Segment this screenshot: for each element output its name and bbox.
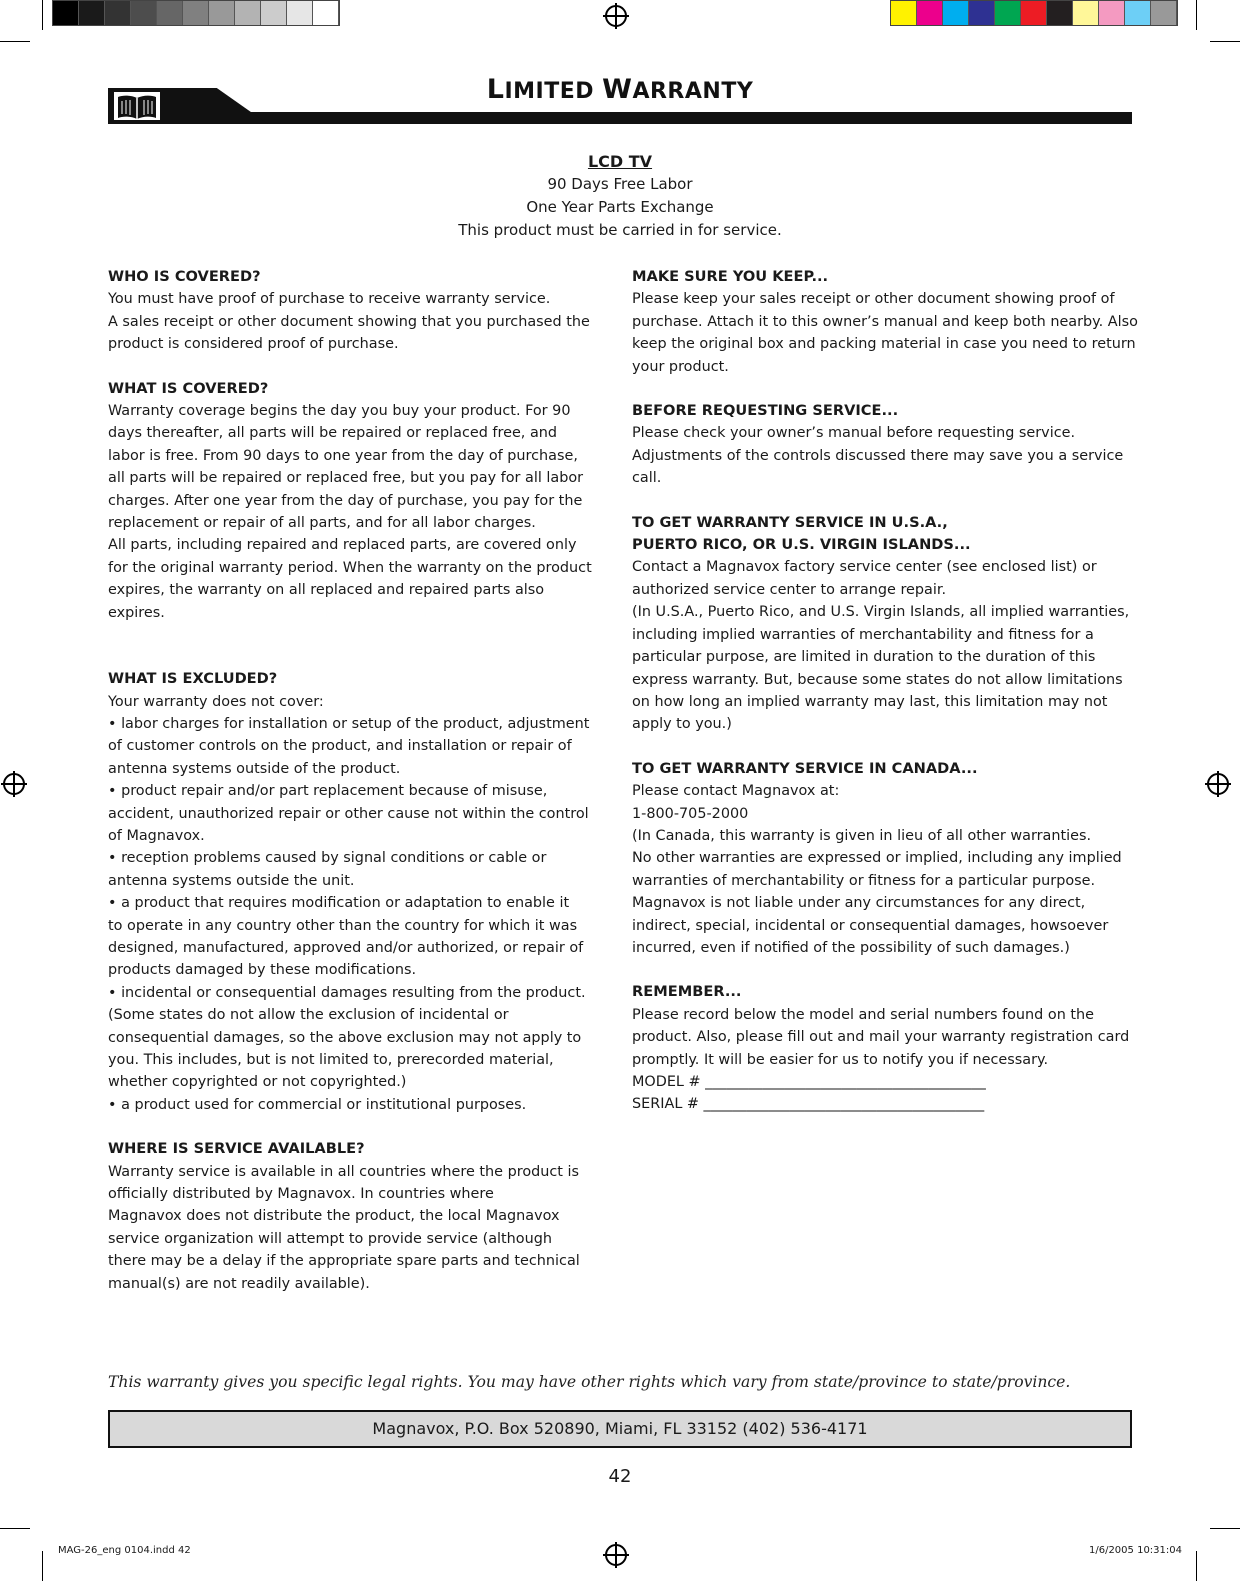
section-before-service (632, 400, 1140, 490)
product-name: LCD TV (587, 152, 653, 171)
section-heading: TO GET WARRANTY SERVICE IN CANADA... (632, 759, 978, 777)
calibration-swatch (235, 1, 261, 25)
registration-mark-icon (1207, 773, 1229, 795)
section-remember (632, 981, 1140, 1115)
section-body: Warranty service is available in all countries where the product is officially distributed by Magnavox. In countries where Magnavox does not distribute the product, the local Magnavox service organization will attempt to provide service (although there may be a delay if the appropriate spare parts and technical manual(s) are not readily available). (108, 1163, 580, 1292)
section-heading: REMEMBER... (632, 983, 742, 1001)
page-header (108, 70, 1132, 126)
calibration-swatch (209, 1, 235, 25)
calibration-swatch (1021, 1, 1047, 25)
section-heading: WHAT IS COVERED? (108, 379, 269, 397)
section-body: Please keep your sales receipt or other document showing proof of purchase. Attach it to this owner’s manual and keep both nearby. Also keep the original box and packing material in case you need to return your product. (632, 291, 1138, 375)
crop-mark (42, 1551, 43, 1581)
crop-mark (1196, 1551, 1197, 1581)
calibration-swatch (1073, 1, 1099, 25)
warranty-summary (108, 150, 1132, 242)
section-body: You must have proof of purchase to receive warranty service. A sales receipt or other document showing that you purchased the product is considered proof of purchase. (108, 291, 590, 353)
page-title: LIMITED WARRANTY (486, 74, 754, 105)
calibration-swatch (261, 1, 287, 25)
calibration-swatch (313, 1, 339, 25)
color-calibration-bar (890, 0, 1178, 26)
section-usa-service (632, 512, 1140, 736)
left-column (108, 266, 594, 1317)
summary-line: This product must be carried in for service. (458, 221, 782, 239)
calibration-swatch (891, 1, 917, 25)
crop-mark (1196, 0, 1197, 30)
calibration-swatch (183, 1, 209, 25)
calibration-swatch (79, 1, 105, 25)
section-body: Please check your owner’s manual before requesting service. Adjustments of the controls discussed there may save you a service call. (632, 425, 1124, 487)
calibration-swatch (1125, 1, 1151, 25)
calibration-swatch (943, 1, 969, 25)
crop-mark (1210, 1528, 1240, 1529)
registration-mark-icon (605, 1544, 627, 1566)
registration-mark-icon (3, 773, 25, 795)
address-box: Magnavox, P.O. Box 520890, Miami, FL 33152 (402) 536-4171 (108, 1410, 1132, 1448)
calibration-swatch (1099, 1, 1125, 25)
registration-mark-icon (605, 5, 627, 27)
section-who-covered (108, 266, 594, 356)
calibration-swatch (969, 1, 995, 25)
calibration-swatch (287, 1, 313, 25)
section-body: Contact a Magnavox factory service center (see enclosed list) or authorized service center to arrange repair. (In U.S.A., Puerto Rico, and U.S. Virgin Islands, all implied warranties, including implied warranties of merchantability and fitness for a particular purpose, are limited in duration to the duration of this express warranty. But, because some states do not allow limitations on how long an implied warranty may last, this limitation may not apply to you.) (632, 559, 1130, 733)
page-number: 42 (608, 1466, 632, 1487)
calibration-swatch (105, 1, 131, 25)
calibration-swatch (53, 1, 79, 25)
section-heading: WHERE IS SERVICE AVAILABLE? (108, 1140, 365, 1158)
crop-mark (1210, 41, 1240, 42)
crop-mark (0, 1528, 30, 1529)
crop-mark (0, 41, 30, 42)
print-file-slug: MAG-26_eng 0104.indd 42 (58, 1545, 191, 1556)
model-number-field: MODEL # _______________________________________ (632, 1074, 986, 1090)
section-body: Warranty coverage begins the day you buy your product. For 90 days thereafter, all parts will be repaired or replaced free, and labor is free. From 90 days to one year from the day of purchase, all parts will be repaired or replaced free, but you pay for all labor charges. After one year from the day of purchase, you pay for the replacement or repair of all parts, and for all labor charges. All parts, including repaired and replaced parts, are covered only for the original warranty period. When the warranty on the product expires, the warranty on all replaced and repaired parts also expires. (108, 403, 592, 621)
section-service-available (108, 1138, 594, 1295)
section-body: Your warranty does not cover: • labor charges for installation or setup of the product, adjustment of customer controls on the product, and installation or repair of antenna systems outside of the product. • product repair and/or part replacement because of misuse, accident, unauthorized repair or other cause not within the control of Magnavox. • reception problems caused by signal conditions or cable or antenna systems outside the unit. • a product that requires modification or adaptation to enable it to operate in any country other than the country for which it was designed, manufactured, approved and/or authorized, or repair of products damaged by these modifications. • incidental or consequential damages resulting from the product. (Some states do not allow the exclusion of incidental or consequential damages, so the above exclusion may not apply to you. This includes, but is not limited to, prerecorded material, whether copyrighted or not copyrighted.) • a product used for commercial or institutional purposes. (108, 693, 590, 1113)
grayscale-calibration-bar (52, 0, 340, 26)
section-heading: WHAT IS EXCLUDED? (108, 670, 278, 688)
calibration-swatch (131, 1, 157, 25)
serial-number-field: SERIAL # _______________________________________ (632, 1096, 985, 1113)
summary-line: One Year Parts Exchange (526, 198, 714, 216)
section-heading: WHO IS COVERED? (108, 268, 261, 285)
section-heading: BEFORE REQUESTING SERVICE... (632, 402, 899, 420)
section-excluded (108, 668, 594, 1116)
section-body: Please record below the model and serial numbers found on the product. Also, please fill out and mail your warranty registration card promptly. It will be easier for us to notify you if necessary. (632, 1006, 1130, 1068)
section-keep (632, 266, 1140, 378)
calibration-swatch (1047, 1, 1073, 25)
print-timestamp: 1/6/2005 10:31:04 (1088, 1545, 1182, 1556)
legal-rights-note: This warranty gives you specific legal rights. You may have other rights which vary from state/province to state/province. (108, 1373, 1071, 1391)
section-what-covered (108, 378, 594, 624)
calibration-swatch (157, 1, 183, 25)
right-column (632, 266, 1140, 1138)
section-heading: TO GET WARRANTY SERVICE IN U.S.A., PUERTO RICO, OR U.S. VIRGIN ISLANDS... (632, 513, 971, 554)
calibration-swatch (1151, 1, 1177, 25)
calibration-swatch (917, 1, 943, 25)
section-heading: MAKE SURE YOU KEEP... (632, 268, 829, 285)
summary-line: 90 Days Free Labor (547, 175, 693, 193)
section-canada-service (632, 758, 1140, 960)
section-body: Please contact Magnavox at: 1-800-705-2000 (In Canada, this warranty is given in lieu of all other warranties. No other warranties are expressed or implied, including any implied warranties of merchantability or fitness for a particular purpose. Magnavox is not liable under any circumstances for any direct, indirect, special, incidental or consequential damages, howsoever incurred, even if notified of the possibility of such damages.) (632, 783, 1122, 956)
crop-mark (42, 0, 43, 30)
calibration-swatch (995, 1, 1021, 25)
